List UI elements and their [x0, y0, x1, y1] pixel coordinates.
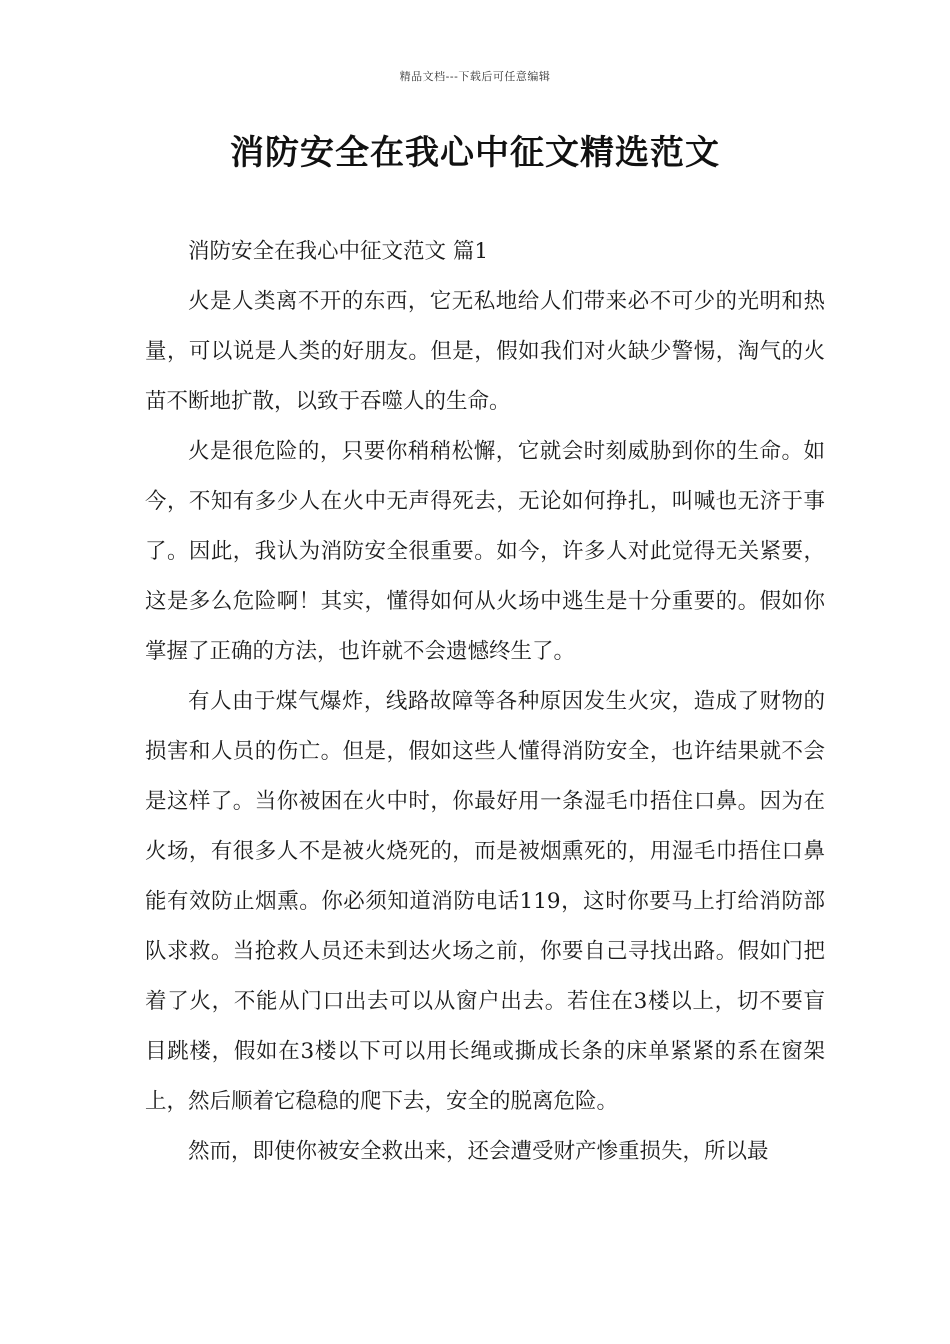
header-note: 精品文档---下载后可任意编辑	[399, 70, 551, 83]
paragraph: 然而，即使你被安全救出来，还会遭受财产惨重损失，所以最	[188, 1139, 769, 1164]
paragraph-subtitle: 消防安全在我心中征文范文 篇1	[188, 239, 489, 264]
paragraph: 有人由于煤气爆炸，线路故障等各种原因发生火灾，造成了财物的损害和人员的伤亡。但是，假如这些人懂得消防安全，也许结果就不会是这样了。当你被困在火中时，你最好用一条湿毛巾捂住口鼻。因为在火场，有很多人不是被火烧死的，而是被烟熏死的，用湿毛巾捂住口鼻能有效防止烟熏。你必须知道消防电话119，这时你要马上打给消防部队求救。当抢救人员还未到达火场之前，你要自己寻找出路。假如门把着了火，不能从门口出去可以从窗户出去。若住在3楼以上，切不要盲目跳楼，假如在3楼以下可以用长绳或撕成长条的床单紧紧的系在窗架上，然后顺着它稳稳的爬下去，安全的脱离危险。	[145, 689, 825, 1114]
paragraph: 火是很危险的，只要你稍稍松懈，它就会时刻威胁到你的生命。如今，不知有多少人在火中无声得死去，无论如何挣扎，叫喊也无济于事了。因此，我认为消防安全很重要。如今，许多人对此觉得无关紧要，这是多么危险啊！其实，懂得如何从火场中逃生是十分重要的。假如你掌握了正确的方法，也许就不会遗憾终生了。	[145, 439, 825, 664]
document-title: 消防安全在我心中征文精选范文	[230, 133, 720, 173]
paragraph: 火是人类离不开的东西，它无私地给人们带来必不可少的光明和热量，可以说是人类的好朋友。但是，假如我们对火缺少警惕，淘气的火苗不断地扩散，以致于吞噬人的生命。	[145, 289, 825, 414]
document-body	[145, 227, 825, 1177]
